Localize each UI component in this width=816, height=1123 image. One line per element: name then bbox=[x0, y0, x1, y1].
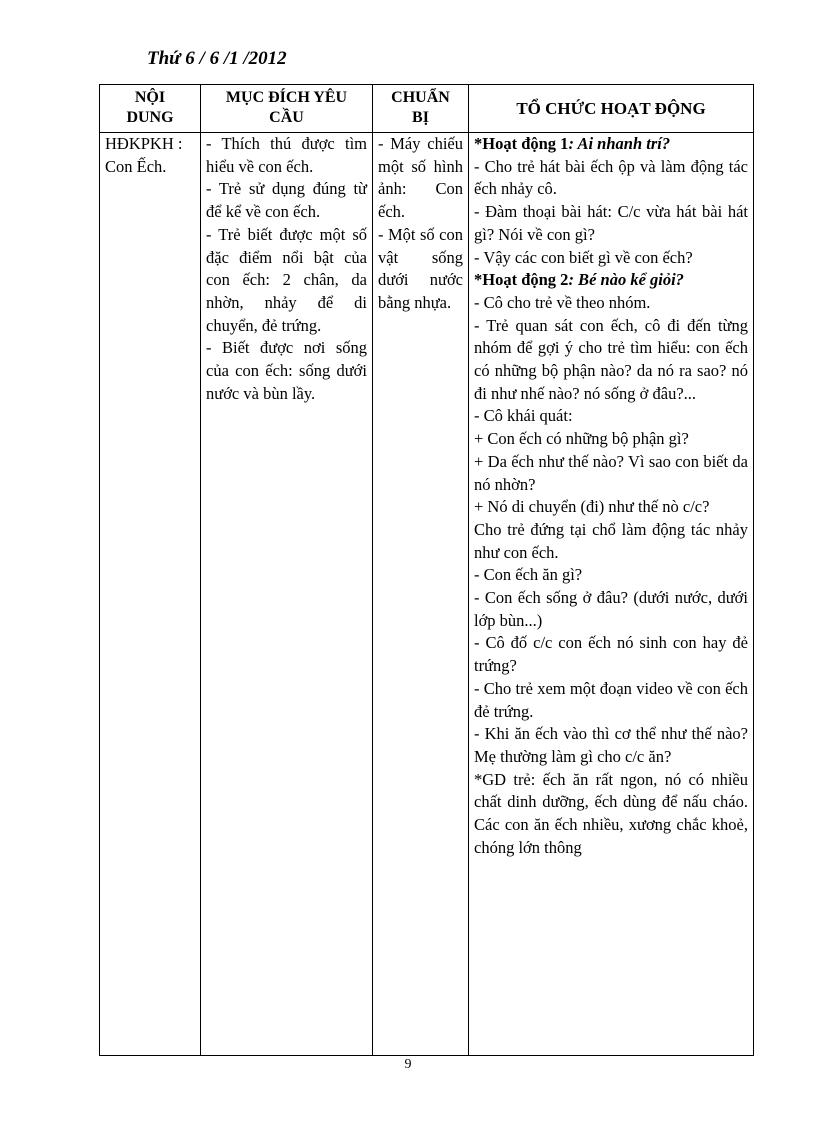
activity-line: + Con ếch có những bộ phận gì? bbox=[474, 429, 689, 449]
activity-heading-2: *Hoạt động 2: Bé nào kể giỏi? bbox=[474, 270, 684, 290]
purpose-cell bbox=[201, 133, 373, 1056]
document-date: Thứ 6 / 6 /1 /2012 bbox=[147, 48, 287, 69]
table-row bbox=[100, 133, 754, 1056]
activity-line: - Cho trẻ hát bài ếch ộp và làm động tác ếch nhảy cô. bbox=[474, 156, 748, 199]
purpose-item: - Biết được nơi sống của con ếch: sống dưới nước và bùn lầy. bbox=[206, 338, 367, 403]
prep-item: - Máy chiếu một số hình ảnh: Con ếch. bbox=[378, 134, 463, 222]
purpose-item: - Trẻ sử dụng đúng từ để kể về con ếch. bbox=[206, 179, 367, 222]
activity-line: - Cho trẻ xem một đoạn video về con ếch đẻ trứng. bbox=[474, 678, 748, 721]
activity-line: - Đàm thoại bài hát: C/c vừa hát bài hát gì? Nói về con gì? bbox=[474, 202, 748, 244]
activity-line: + Da ếch như thế nào? Vì sao con biết da nó nhờn? bbox=[474, 451, 748, 494]
activity-line: - Vậy các con biết gì về con ếch? bbox=[474, 247, 693, 267]
prep-item: - Một số con vật sống dưới nước bằng nhựa. bbox=[378, 224, 463, 312]
activity-line: - Khi ăn ếch vào thì cơ thể như thế nào? Mẹ thường làm gì cho c/c ăn? bbox=[474, 724, 748, 766]
preparation-cell bbox=[373, 133, 469, 1056]
content-line: HĐKPKH : bbox=[105, 134, 183, 153]
content-line: Con Ếch. bbox=[105, 156, 167, 176]
content-cell bbox=[100, 133, 201, 1056]
activity-line: - Con ếch ăn gì? bbox=[474, 565, 583, 585]
activity-line: - Cô đố c/c con ếch nó sinh con hay đẻ trứng? bbox=[474, 633, 748, 676]
activity-line: Cho trẻ đứng tại chổ làm động tác nhảy như con ếch. bbox=[474, 519, 748, 562]
activity-line: - Trẻ quan sát con ếch, cô đi đến từng nhóm để gợi ý cho trẻ tìm hiểu: con ếch có những bộ phận nào? da nó ra sao? nó đi như nhế nào? nó sống ở đâu?... bbox=[474, 315, 748, 403]
header-preparation: CHUẨN BỊ bbox=[373, 85, 469, 133]
lesson-plan-table bbox=[99, 84, 754, 1056]
purpose-item: - Thích thú được tìm hiểu về con ếch. bbox=[206, 134, 367, 176]
activity-heading-1: *Hoạt động 1: Ai nhanh trí? bbox=[474, 134, 671, 153]
activity-line: - Cô cho trẻ về theo nhóm. bbox=[474, 292, 651, 312]
purpose-item: - Trẻ biết được một số đặc điểm nổi bật của con ếch: 2 chân, da nhờn, nhảy để di chuyển, đẻ trứng. bbox=[206, 224, 367, 335]
page-number: 9 bbox=[404, 1057, 412, 1072]
activity-line: *GD trẻ: ếch ăn rất ngon, nó có nhiều chất dinh dưỡng, ếch dùng để nấu cháo. Các con ăn ếch nhiều, xương chắc khoẻ, chóng lớn thông bbox=[474, 769, 748, 857]
activity-line: - Cô khái quát: bbox=[474, 406, 573, 426]
activity-line: + Nó di chuyển (đi) như thế nò c/c? bbox=[474, 497, 710, 517]
header-content: NỘI DUNG bbox=[100, 85, 201, 133]
header-activity: TỔ CHỨC HOẠT ĐỘNG bbox=[469, 85, 754, 133]
activity-line: - Con ếch sống ở đâu? (dưới nước, dưới lớp bùn...) bbox=[474, 588, 748, 630]
table-header-row bbox=[100, 85, 754, 133]
header-purpose: MỤC ĐÍCH YÊU CẦU bbox=[201, 85, 373, 133]
activity-cell bbox=[469, 133, 754, 1056]
